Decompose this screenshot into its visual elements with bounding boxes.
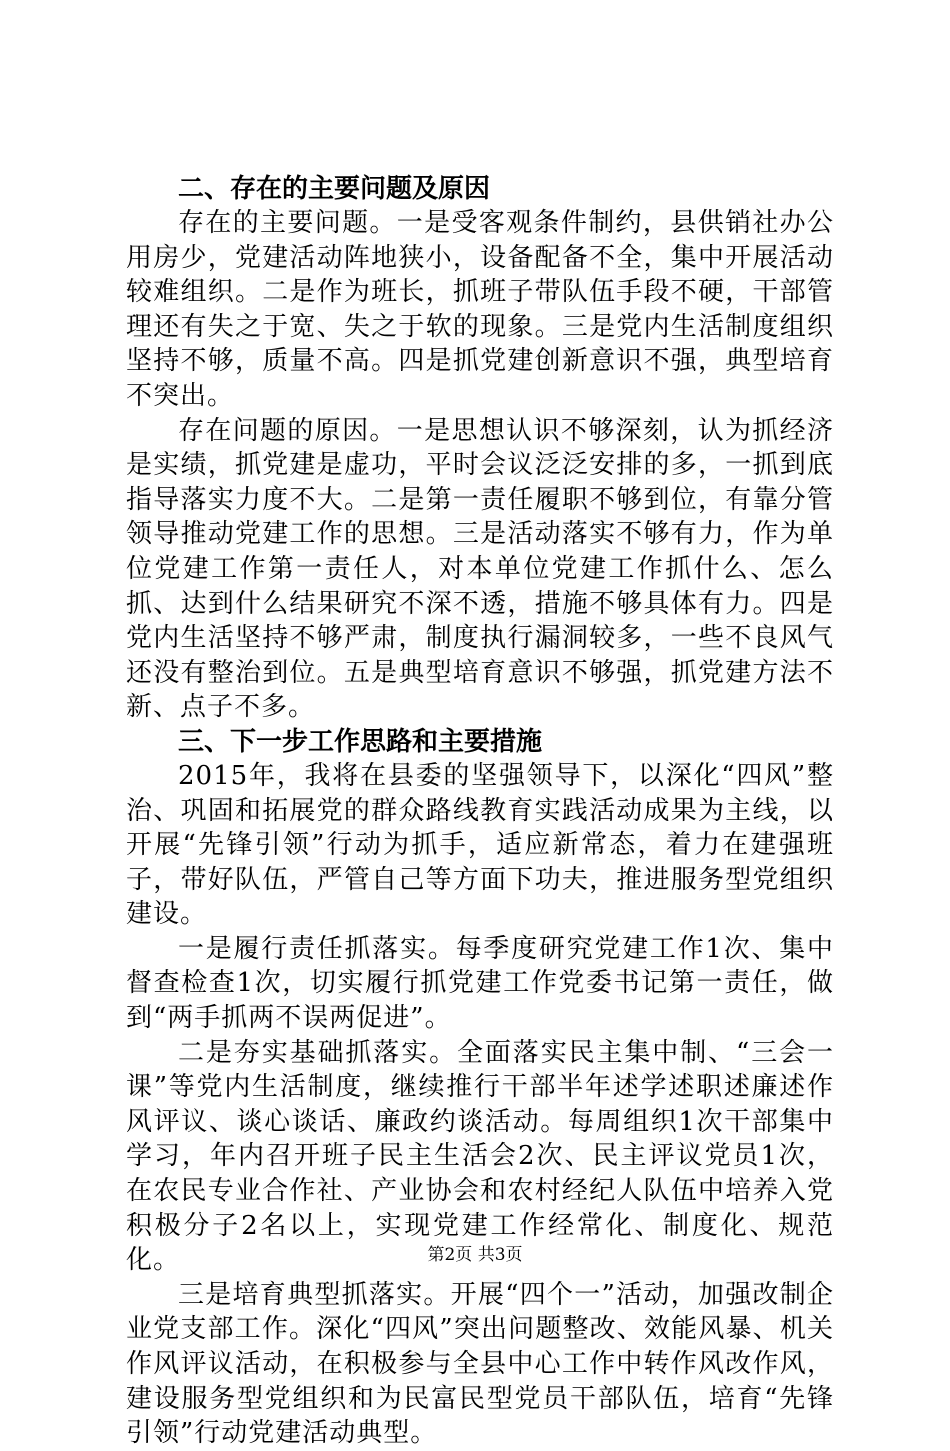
section-heading: 三、下一步工作思路和主要措施: [178, 726, 543, 757]
section-next-steps: [126, 725, 834, 1451]
paragraph: 三是培育典型抓落实。开展“四个一”活动，加强改制企业党支部工作。深化“四风”突出问题整改、效能风暴、机关作风评议活动，在积极参与全县中心工作中转作风改作风，建设服务型党组织和为民富民型党员干部队伍，培育“先锋引领”行动党建活动典型。: [126, 1279, 834, 1449]
section-problems: [126, 172, 834, 725]
page-footer: 第2页 共3页: [427, 1245, 523, 1265]
paragraph: 存在的主要问题。一是受客观条件制约，县供销社办公用房少，党建活动阵地狭小，设备配备不全，集中开展活动较难组织。二是作为班长，抓班子带队伍手段不硬，干部管理还有失之于宽、失之于软的现象。三是党内生活制度组织坚持不够，质量不高。四是抓党建创新意识不强，典型培育不突出。: [126, 208, 834, 411]
paragraph: 一是履行责任抓落实。每季度研究党建工作1次、集中督查检查1次，切实履行抓党建工作党委书记第一责任，做到“两手抓两不误两促进”。: [126, 933, 834, 1034]
paragraph: 存在问题的原因。一是思想认识不够深刻，认为抓经济是实绩，抓党建是虚功，平时会议泛泛安排的多，一抓到底指导落实力度不大。二是第一责任履职不够到位，有靠分管领导推动党建工作的思想。三是活动落实不够有力，作为单位党建工作第一责任人，对本单位党建工作抓什么、怎么抓、达到什么结果研究不深不透，措施不够具体有力。四是党内生活坚持不够严肃，制度执行漏洞较多，一些不良风气还没有整治到位。五是典型培育意识不够强，抓党建方法不新、点子不多。: [126, 415, 834, 723]
paragraph: 二是夯实基础抓落实。全面落实民主集中制、“三会一课”等党内生活制度，继续推行干部半年述学述职述廉述作风评议、谈心谈话、廉政约谈活动。每周组织1次干部集中学习，年内召开班子民主生活会2次、民主评议党员1次，在农民专业合作社、产业协会和农村经纪人队伍中培养入党积极分子2名以上，实现党建工作经常化、制度化、规范化。: [126, 1037, 834, 1276]
paragraph: 2015年，我将在县委的坚强领导下，以深化“四风”整治、巩固和拓展党的群众路线教育实践活动成果为主线，以开展“先锋引领”行动为抓手，适应新常态，着力在建强班子，带好队伍，严管自己等方面下功夫，推进服务型党组织建设。: [126, 760, 834, 930]
section-heading: 二、存在的主要问题及原因: [178, 174, 491, 204]
